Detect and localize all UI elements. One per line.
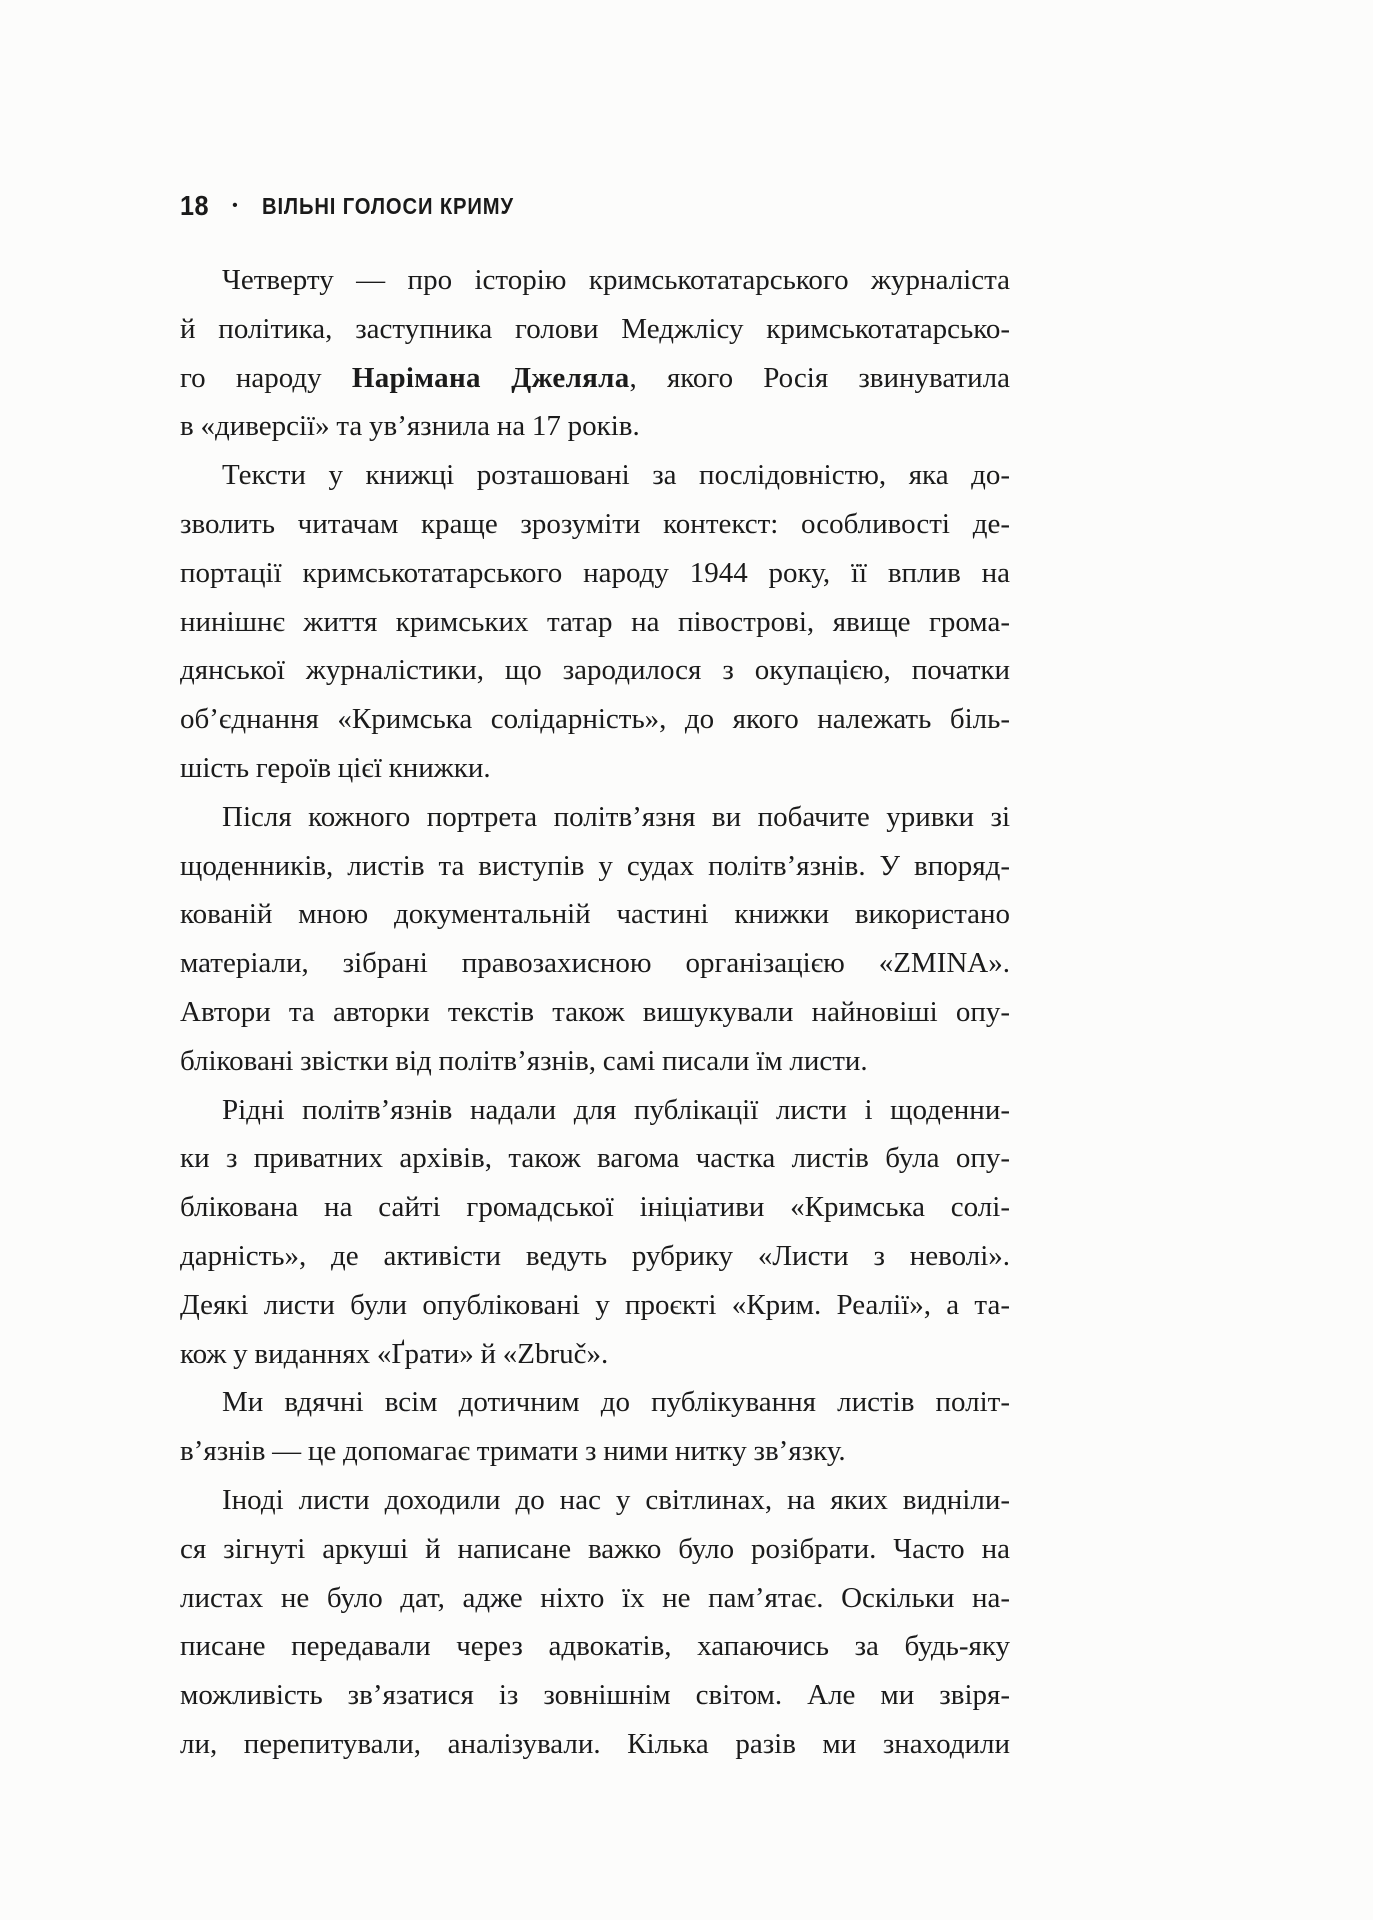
- text-line: [180, 939, 1010, 988]
- text-segment: матеріали, зібрані правозахисною організацією «ZMINA».: [180, 947, 1010, 980]
- text-line: [180, 793, 1010, 842]
- text-segment: листах не було дат, адже ніхто їх не пам’ятає. Оскільки на-: [180, 1581, 1010, 1614]
- text-line: [180, 1574, 1010, 1623]
- paragraph: [180, 1378, 1010, 1476]
- paragraph: [180, 1476, 1010, 1769]
- paragraph: [180, 451, 1010, 793]
- text-line: [180, 1037, 1010, 1086]
- text-line: [180, 1720, 1010, 1769]
- text-segment: й політика, заступника голови Меджлісу кримськотатарсько-: [180, 312, 1010, 345]
- text-line: [180, 1525, 1010, 1574]
- text-line: [180, 744, 1010, 793]
- text-segment: в’язнів — це допомагає тримати з ними нитку зв’язку.: [180, 1435, 846, 1468]
- text-segment: Тексти у книжці розташовані за послідовністю, яка до-: [222, 459, 1010, 492]
- text-segment: Рідні політв’язнів надали для публікації листи і щоденни-: [222, 1093, 1010, 1126]
- text-line: [180, 354, 1010, 403]
- text-line: [180, 500, 1010, 549]
- page-number: 18: [180, 190, 209, 221]
- text-line: [180, 988, 1010, 1037]
- text-line: [180, 646, 1010, 695]
- text-line: [180, 1281, 1010, 1330]
- text-line: [180, 305, 1010, 354]
- text-segment: щоденників, листів та виступів у судах політв’язнів. У впоряд-: [180, 849, 1010, 882]
- text-segment: портації кримськотатарського народу 1944 року, її вплив на: [180, 556, 1010, 589]
- text-line: [180, 1330, 1010, 1379]
- text-segment: бліковані звістки від політв’язнів, самі писали їм листи.: [180, 1044, 868, 1077]
- text-segment: Деякі листи були опубліковані у проєкті «Крим. Реалії», а та-: [180, 1288, 1010, 1321]
- text-line: [180, 1427, 1010, 1476]
- text-segment: кож у виданнях «Ґрати» й «Zbruč».: [180, 1337, 609, 1370]
- text-segment: Четверту — про історію кримськотатарського журналіста: [222, 264, 1010, 296]
- text-segment: ки з приватних архівів, також вагома частка листів була опу-: [180, 1142, 1010, 1175]
- text-segment: Ми вдячні всім дотичним до публікування листів політ-: [222, 1386, 1010, 1419]
- text-segment: зволить читачам краще зрозуміти контекст: особливості де-: [180, 507, 1010, 540]
- text-line: [180, 549, 1010, 598]
- text-line: [180, 451, 1010, 500]
- text-segment: Автори та авторки текстів також вишукували найновіші опу-: [180, 995, 1010, 1028]
- paragraph: [180, 793, 1010, 1086]
- emphasized-name: Нарімана Джеляла: [351, 361, 630, 394]
- running-head: [180, 190, 1010, 222]
- text-segment: ли, перепитували, аналізували. Кілька разів ми знаходили: [180, 1727, 1010, 1760]
- text-line: [180, 1183, 1010, 1232]
- text-line: [180, 1622, 1010, 1671]
- text-segment: , якого Росія звинуватила: [629, 361, 1010, 394]
- text-segment: нинішнє життя кримських татар на півострові, явище грома-: [180, 605, 1010, 638]
- text-segment: в «диверсії» та ув’язнила на 17 років.: [180, 410, 640, 443]
- text-line: [180, 695, 1010, 744]
- text-line: [180, 1232, 1010, 1281]
- text-line: [180, 1476, 1010, 1525]
- text-segment: дарність», де активісти ведуть рубрику «Листи з неволі».: [180, 1239, 1010, 1272]
- text-line: [180, 1671, 1010, 1720]
- text-segment: писане передавали через адвокатів, хапаючись за будь-яку: [180, 1630, 1010, 1663]
- text-line: [180, 402, 1010, 451]
- text-line: [180, 256, 1010, 305]
- running-title: ВІЛЬНІ ГОЛОСИ КРИМУ: [261, 192, 514, 219]
- text-segment: кованій мною документальній частині книжки використано: [180, 898, 1010, 931]
- text-line: [180, 1086, 1010, 1135]
- text-segment: дянської журналістики, що зародилося з окупацією, початки: [180, 654, 1010, 687]
- text-segment: блікована на сайті громадської ініціативи «Кримська солі-: [180, 1191, 1010, 1224]
- text-line: [180, 890, 1010, 939]
- text-segment: го народу: [180, 361, 352, 394]
- text-line: [180, 842, 1010, 891]
- text-line: [180, 1134, 1010, 1183]
- text-segment: Після кожного портрета політв’язня ви побачите уривки зі: [222, 800, 1010, 833]
- text-segment: можливість зв’язатися із зовнішнім світом. Але ми звіря-: [180, 1679, 1010, 1712]
- text-segment: об’єднання «Кримська солідарність», до якого належать біль-: [180, 703, 1010, 736]
- paragraph: [180, 256, 1010, 451]
- text-segment: ся зігнуті аркуші й написане важко було розібрати. Часто на: [180, 1532, 1010, 1565]
- text-line: [180, 1378, 1010, 1427]
- body-text: [180, 256, 1010, 1769]
- text-line: [180, 598, 1010, 647]
- text-segment: Іноді листи доходили до нас у світлинах, на яких видніли-: [222, 1483, 1010, 1516]
- paragraph: [180, 1086, 1010, 1379]
- text-segment: шість героїв цієї книжки.: [180, 751, 491, 784]
- bullet-separator-icon: •: [232, 197, 238, 214]
